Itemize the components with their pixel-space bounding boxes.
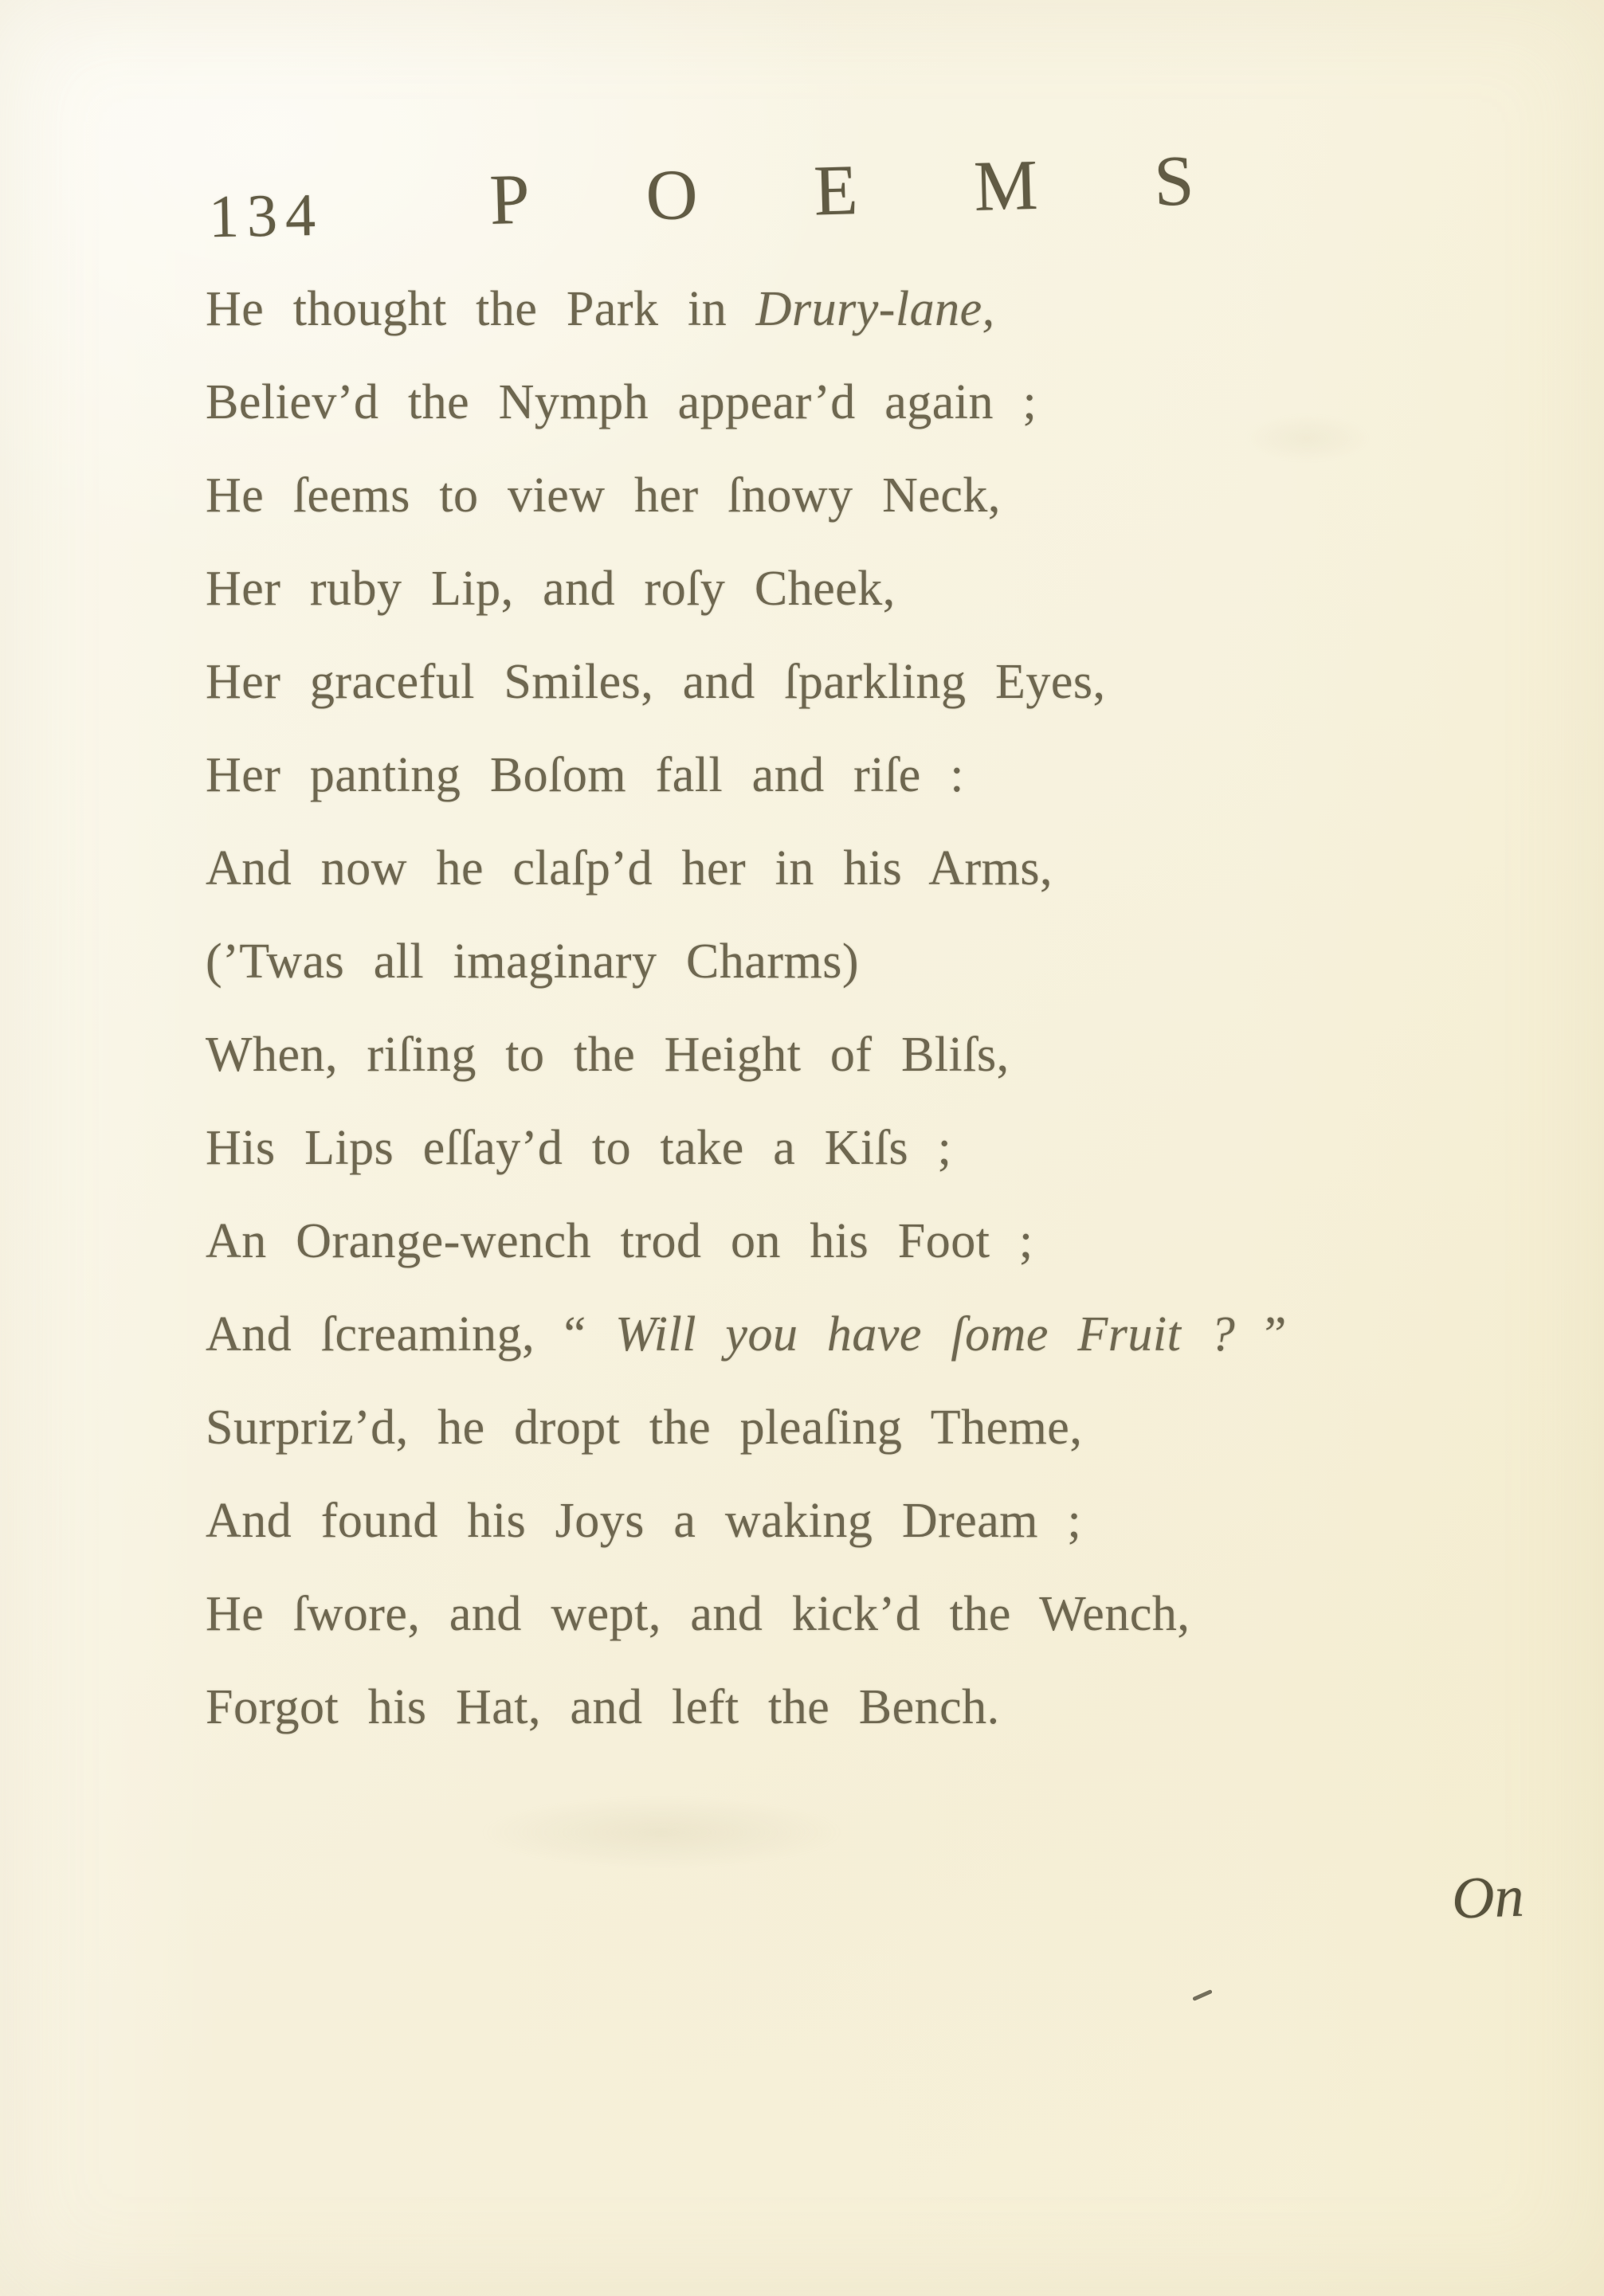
poem-line-segment: He ſeems to view her ſnowy Neck, (206, 468, 1001, 523)
poem-line-segment-italic: Will you have ſome Fruit ? (615, 1307, 1236, 1362)
poem-line (206, 543, 1508, 636)
page-title: POEMS (488, 138, 1312, 241)
poem-line-segment: An Orange-wench trod on his Foot ; (206, 1214, 1033, 1268)
page-number: 134 (208, 181, 324, 251)
poem-line (206, 1009, 1508, 1102)
poem-line-segment: He ſwore, and wept, and kick’d the Wench, (206, 1587, 1190, 1641)
poem-line (206, 1661, 1508, 1754)
poem-line-segment: And now he claſp’d her in his Arms, (206, 841, 1053, 895)
poem-line-segment: And ſcreaming, “ (206, 1307, 616, 1362)
poem-lines (206, 263, 1508, 1754)
poem-line-segment: Her ruby Lip, and roſy Cheek, (206, 562, 896, 616)
poem-line-segment: Her panting Boſom fall and riſe : (206, 748, 964, 802)
poem-line (206, 636, 1508, 729)
catchword: On (1450, 1863, 1525, 1932)
poem-line (206, 915, 1508, 1009)
poem-line (206, 263, 1508, 356)
poem-line (206, 449, 1508, 543)
poem-line (206, 729, 1508, 822)
poem-line-segment: Forgot his Hat, and left the Bench. (206, 1680, 1000, 1734)
ink-speck (1192, 1989, 1213, 2001)
poem-line (206, 1475, 1508, 1568)
poem-line-segment: His Lips eſſay’d to take a Kiſs ; (206, 1121, 952, 1175)
poem-line-segment: He thought the Park in (206, 282, 756, 336)
poem-line-segment: (’Twas all imaginary Charms) (206, 934, 859, 989)
poem-line-segment: And found his Joys a waking Dream ; (206, 1494, 1082, 1548)
paper-smudge (478, 1796, 845, 1868)
poem-line (206, 1102, 1508, 1195)
poem-line-segment: Believ’d the Nymph appear’d again ; (206, 375, 1037, 429)
poem-line (206, 1568, 1508, 1661)
poem-line-segment-italic: Drury-lane, (755, 282, 995, 336)
poem-line (206, 822, 1508, 915)
poem-line-segment: When, riſing to the Height of Bliſs, (206, 1028, 1010, 1082)
poem-line (206, 1381, 1508, 1475)
poem-line-segment: Her graceful Smiles, and ſparkling Eyes, (206, 655, 1106, 709)
poem-line-segment: Surpriz’d, he dropt the pleaſing Theme, (206, 1401, 1083, 1455)
poem-line (206, 1195, 1508, 1288)
paper-smudge (1243, 414, 1371, 462)
poem-line-segment: ” (1235, 1307, 1287, 1362)
poem-line (206, 1288, 1508, 1381)
